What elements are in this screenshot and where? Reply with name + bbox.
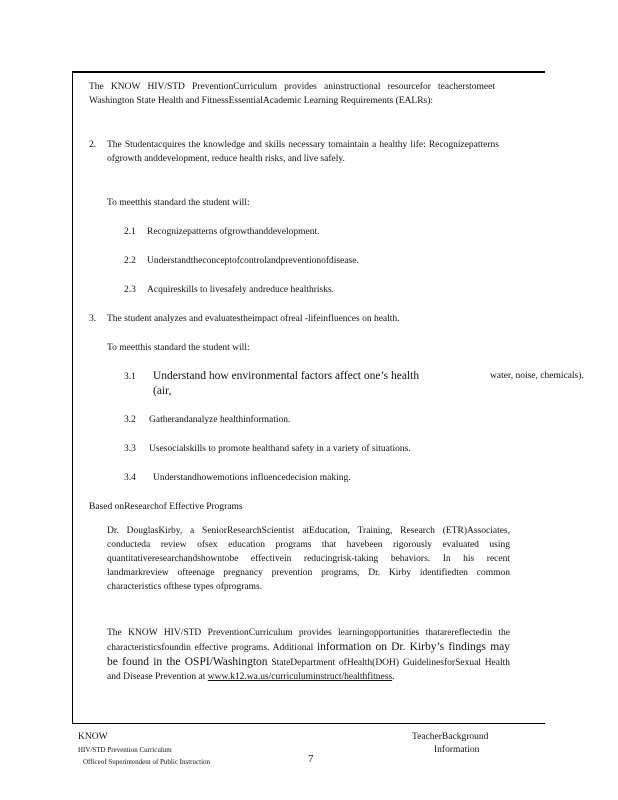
item-3-1-text-b: water, noise, chemicals).	[490, 371, 584, 381]
top-rule	[72, 71, 545, 73]
research-paragraph-2-part-a: The KNOW HIV/STD PreventionCurriculum provides learningopportunities thatarereflectedin the characteristicsfoundin effective programs. Additional	[107, 628, 510, 653]
item-3-1-number: 3.1	[124, 372, 136, 382]
research-paragraph-1: Dr. DouglasKirby, a SeniorResearchScientist atEducation, Training, Research (ETR)Associates, conducteda review ofsex education programs that havebeen rigorously evaluated using quantitativeresearchandshowntobe effectivein reducingrisk-taking behaviors. In his recent landmarkreview ofteenage pregnancy prevention programs, Dr. Kirby identifiedten common characteristics ofthese types ofprograms.	[107, 526, 510, 592]
item-2-1-number: 2.1	[124, 227, 136, 237]
research-paragraph-2-part-b: information on Dr. Kirby’s findings may be found in the OSPI/Washington	[107, 641, 510, 668]
item-3-2-number: 3.2	[124, 415, 136, 425]
standard-2-text: The Studentacquires the knowledge and skills necessary tomaintain a healthy life: Recognizepatterns ofgrowth anddevelopment, reduce health risks, and live safely.	[107, 140, 499, 164]
research-paragraph-2	[107, 626, 510, 684]
standard-3-text: The student analyzes and evaluatestheimpact ofreal -lifeinfluences on health.	[107, 314, 400, 324]
item-2-3-number: 2.3	[124, 285, 136, 295]
footer-rule	[72, 723, 545, 724]
item-2-3-text: Acquireskills to livesafely andreduce healthrisks.	[147, 285, 335, 295]
curriculum-link[interactable]: www.k12.wa.us/curriculuminstruct/healthfitness	[207, 672, 393, 682]
research-paragraph-2-end: .	[392, 672, 395, 682]
standard-2-intro: To meetthis standard the student will:	[107, 198, 250, 208]
item-3-4-text: Understandhowemotions influencedecision making.	[153, 473, 351, 483]
footer-office: Officeof Superintendent of Public Instruction	[83, 758, 211, 766]
item-2-2-text: Understandtheconceptofcontrolandpreventionofdisease.	[147, 256, 359, 266]
item-3-1-text-line1	[153, 369, 433, 399]
research-heading: Based onResearchof Effective Programs	[89, 502, 243, 512]
item-3-3-text: Usesocialskills to promote healthand safety in a variety of situations.	[149, 444, 411, 454]
left-rule	[72, 71, 73, 724]
item-3-3-number: 3.3	[124, 444, 136, 454]
item-2-2-number: 2.2	[124, 256, 136, 266]
footer-teacher-background: TeacherBackground	[412, 732, 489, 742]
page-number: 7	[308, 753, 314, 765]
footer-information: Information	[434, 745, 480, 755]
research-paragraph-2-part-c: StateDepartment ofHealth(DOH) GuidelinesforSexual Health and Disease Prevention at	[107, 658, 511, 682]
footer-curriculum: HIV/STD Prevention Curriculum	[78, 746, 172, 754]
item-3-2-text: Gatherandanalyze healthinformation.	[149, 415, 291, 425]
standard-3-intro: To meetthis standard the student will:	[107, 343, 250, 353]
item-2-1-text: Recognizepatterns ofgrowthanddevelopment.	[147, 227, 320, 237]
item-3-4-number: 3.4	[124, 473, 136, 483]
intro-paragraph: The KNOW HIV/STD PreventionCurriculum provides aninstructional resourcefor teacherstomeet Washington State Health and FitnessEssentialAcademic Learning Requirements (EALRs):	[89, 82, 495, 106]
standard-2-number: 2.	[89, 140, 97, 150]
item-3-1-text-a: Understand how environmental factors affect one’s health (air,	[153, 370, 420, 397]
footer-know: KNOW	[78, 732, 108, 742]
standard-3-number: 3.	[89, 314, 97, 324]
